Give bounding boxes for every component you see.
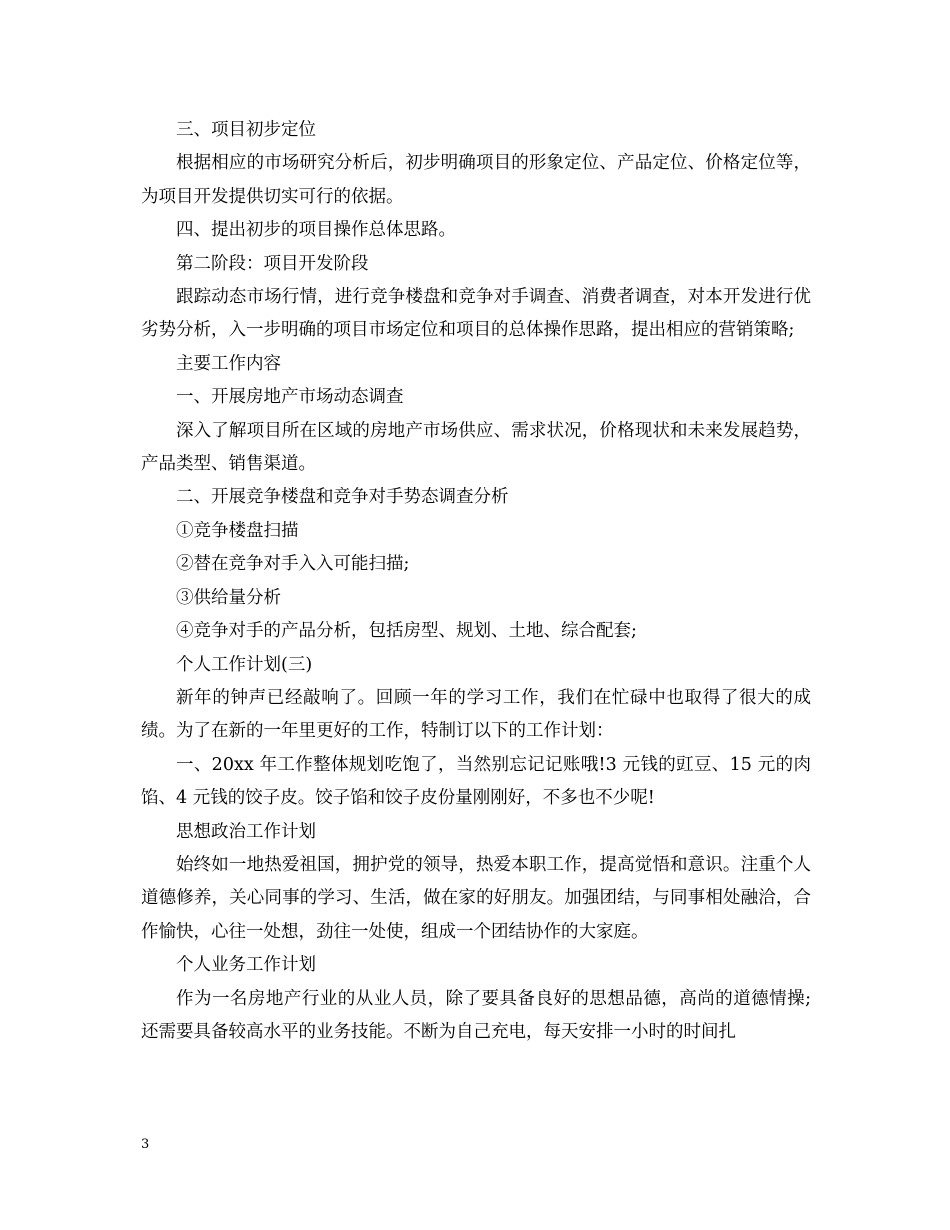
heading-competitor-analysis: 二、开展竞争楼盘和竞争对手势态调查分析 [176, 487, 509, 508]
list-item-potential-entrants: ②替在竞争对手入入可能扫描; [176, 554, 410, 575]
heading-main-work: 主要工作内容 [176, 353, 281, 374]
paragraph-business-work-detail: 作为一名房地产行业的从业人员，除了要具备良好的思想品德，高尚的道德情操;还需要具备较高水平的业务技能。不断为自己充电，每天安排一小时的时间扎 [141, 988, 811, 1042]
heading-market-survey: 一、开展房地产市场动态调查 [176, 387, 404, 408]
paragraph-new-year: 新年的钟声已经敲响了。回顾一年的学习工作，我们在忙碌中也取得了很大的成绩。为了在新的一年里更好的工作，特制订以下的工作计划： [141, 687, 811, 742]
page-number: 3 [141, 1137, 150, 1152]
paragraph-market-survey-detail: 深入了解项目所在区域的房地产市场供应、需求状况，价格现状和未来发展趋势，产品类型、销售渠道。 [141, 420, 811, 475]
document-body [141, 114, 811, 1049]
paragraph-market-tracking: 跟踪动态市场行情，进行竞争楼盘和竞争对手调查、消费者调查，对本开发进行优劣势分析，入一步明确的项目市场定位和项目的总体操作思路，提出相应的营销策略; [141, 287, 811, 341]
list-item-product-analysis: ④竞争对手的产品分析，包括房型、规划、土地、综合配套; [176, 621, 637, 642]
paragraph-political-work-detail: 始终如一地热爱祖国，拥护党的领导，热爱本职工作，提高觉悟和意识。注重个人道德修养，关心同事的学习、生活，做在家的好朋友。加强团结，与同事相处融洽，合作愉快，心往一处想，劲往一处使，组成一个团结协作的大家庭。 [141, 854, 811, 942]
heading-personal-plan-three: 个人工作计划(三) [176, 654, 313, 675]
heading-stage-two: 第二阶段：项目开发阶段 [176, 253, 369, 274]
heading-business-work-plan: 个人业务工作计划 [176, 955, 316, 976]
heading-project-positioning: 三、项目初步定位 [176, 120, 316, 140]
list-item-supply-analysis: ③供给量分析 [176, 587, 281, 608]
paragraph-positioning-detail: 根据相应的市场研究分析后，初步明确项目的形象定位、产品定位、价格定位等，为项目开发提供切实可行的依据。 [141, 153, 811, 207]
paragraph-annual-plan: 一、20xx 年工作整体规划吃饱了，当然别忘记记账哦!3 元钱的豇豆、15 元的肉馅、4 元钱的饺子皮。饺子馅和饺子皮份量刚刚好，不多也不少呢! [141, 754, 811, 809]
list-item-competitor-scan: ①竞争楼盘扫描 [176, 520, 299, 541]
heading-operation-approach: 四、提出初步的项目操作总体思路。 [176, 220, 456, 241]
heading-political-work-plan: 思想政治工作计划 [176, 821, 316, 842]
